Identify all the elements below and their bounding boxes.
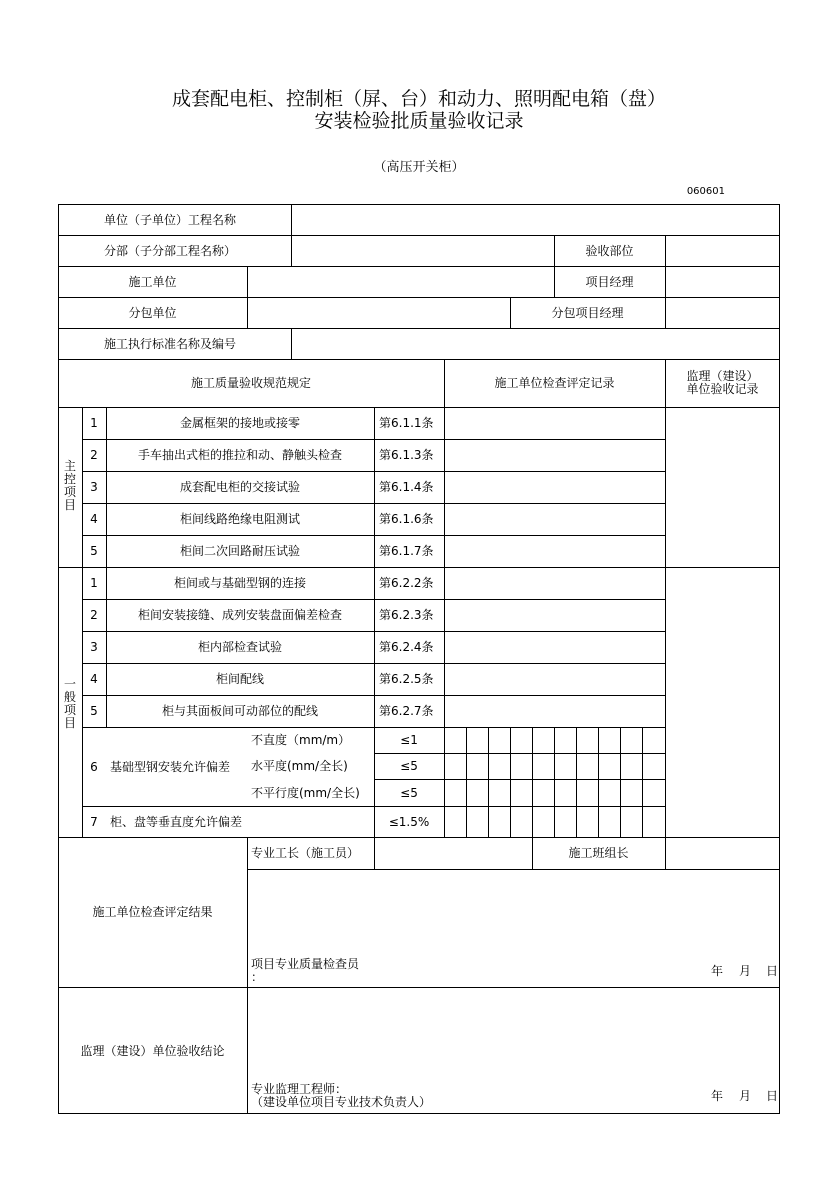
form-title-line2: 安装检验批质量验收记录 <box>314 110 524 132</box>
general-item-no: 2 <box>90 608 98 622</box>
main-item-desc: 手车抽出式柜的推拉和动、静触头检查 <box>137 448 342 462</box>
main-item-clause: 第6.1.1条 <box>379 416 434 430</box>
contractor-label: 施工单位 <box>128 275 177 289</box>
form-code: 060601 <box>686 186 725 197</box>
contractor-record-header: 施工单位检查评定记录 <box>494 376 615 390</box>
date-month: 月 <box>739 964 752 978</box>
general-item-clause: 第6.2.4条 <box>379 640 434 654</box>
main-item-no: 3 <box>90 480 98 494</box>
main-item-no: 2 <box>90 448 98 462</box>
supervisor-header-line1: 监理（建设） <box>686 369 759 383</box>
straightness-value: ≤1 <box>400 733 418 747</box>
main-item-desc: 柜间二次回路耐压试验 <box>179 544 300 558</box>
general-item-no: 4 <box>90 672 98 686</box>
team-leader-label: 施工班组长 <box>568 846 629 860</box>
general-item-clause: 第6.2.5条 <box>379 672 434 686</box>
form-title-line1: 成套配电柜、控制柜（屏、台）和动力、照明配电箱（盘） <box>171 88 666 110</box>
general-item-desc: 柜间安装接缝、成列安装盘面偏差检查 <box>137 608 342 622</box>
contractor-result-label: 施工单位检查评定结果 <box>92 905 213 919</box>
supervisor-conclusion-label: 监理（建设）单位验收结论 <box>80 1044 225 1058</box>
project-manager-label: 项目经理 <box>585 275 634 289</box>
date-day: 日 <box>766 1089 779 1103</box>
parallelism-label: 不平行度(mm/全长) <box>251 786 360 800</box>
general-item-desc: 柜间配线 <box>215 672 264 686</box>
subcontractor-label: 分包单位 <box>128 306 177 320</box>
general-item-no: 5 <box>90 704 98 718</box>
main-item-clause: 第6.1.6条 <box>379 512 434 526</box>
general-item-clause: 第6.2.2条 <box>379 576 434 590</box>
main-item-clause: 第6.1.3条 <box>379 448 434 462</box>
sub-project-label: 分部（子分部工程名称） <box>104 244 237 258</box>
sub-pm-label: 分包项目经理 <box>551 306 624 320</box>
verticality-label: 柜、盘等垂直度允许偏差 <box>110 815 243 829</box>
straightness-label: 不直度（mm/m） <box>251 733 351 747</box>
form-subtitle: （高压开关柜） <box>373 160 465 175</box>
unit-name-label: 单位（子单位）工程名称 <box>104 213 237 227</box>
general-item-no: 3 <box>90 640 98 654</box>
date-month: 月 <box>739 1089 752 1103</box>
levelness-value: ≤5 <box>400 759 418 773</box>
supervisor-engineer-label: 专业监理工程师： <box>251 1082 348 1096</box>
owner-tech-label: （建设单位项目专业技术负责人） <box>251 1095 432 1109</box>
main-item-desc: 金属框架的接地或接零 <box>179 416 300 430</box>
supervisor-header-line2: 单位验收记录 <box>686 382 759 396</box>
main-item-desc: 成套配电柜的交接试验 <box>179 480 300 494</box>
general-item-desc: 柜内部检查试验 <box>197 640 282 654</box>
main-item-clause: 第6.1.7条 <box>379 544 434 558</box>
main-item-clause: 第6.1.4条 <box>379 480 434 494</box>
date-year: 年 <box>711 1089 724 1103</box>
main-item-desc: 柜间线路绝缘电阻测试 <box>179 512 300 526</box>
verticality-value: ≤1.5% <box>388 815 430 829</box>
general-item-no: 1 <box>90 576 98 590</box>
acceptance-part-label: 验收部位 <box>585 244 634 258</box>
foreman-label: 专业工长（施工员） <box>251 846 360 860</box>
date-day: 日 <box>766 964 779 978</box>
inspector-colon: ： <box>251 970 264 984</box>
date-year: 年 <box>711 964 724 978</box>
general-item-clause: 第6.2.3条 <box>379 608 434 622</box>
main-items-group-label: 主控项目 <box>63 459 76 512</box>
general-items-group-label: 一般项目 <box>63 677 76 730</box>
standard-label: 施工执行标准名称及编号 <box>104 337 237 351</box>
general-item-desc: 柜间或与基础型钢的连接 <box>173 576 306 590</box>
inspector-label: 项目专业质量检查员 <box>251 957 360 971</box>
spec-column-header: 施工质量验收规范规定 <box>190 376 311 390</box>
general-item-desc: 柜与其面板间可动部位的配线 <box>161 704 318 718</box>
general-item-clause: 第6.2.7条 <box>379 704 434 718</box>
parallelism-value: ≤5 <box>400 786 418 800</box>
main-item-no: 5 <box>90 544 98 558</box>
general-item-no: 6 <box>90 760 98 774</box>
main-item-no: 1 <box>90 416 98 430</box>
general-item-no: 7 <box>90 815 98 829</box>
steel-base-deviation-label: 基础型钢安装允许偏差 <box>110 760 231 774</box>
main-item-no: 4 <box>90 512 98 526</box>
levelness-label: 水平度(mm/全长) <box>251 759 348 773</box>
